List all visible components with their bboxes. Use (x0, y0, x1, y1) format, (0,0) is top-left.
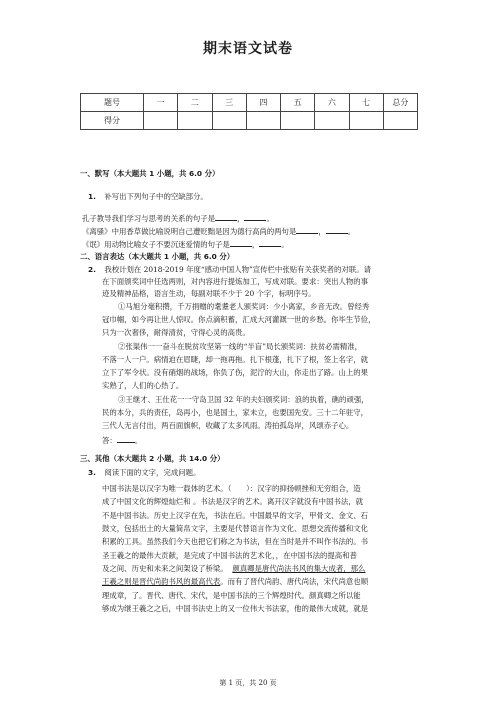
answer-blank[interactable] (296, 225, 318, 234)
fill-line-2: 《离骚》中用香草做比喻说明自己遭贬黜是因为德行高尚的两句是 ， 。 (82, 227, 356, 236)
score-cell[interactable] (281, 112, 315, 130)
answer-blank[interactable] (259, 238, 281, 247)
score-table-col: 总分 (383, 94, 417, 112)
answer-blank[interactable] (215, 212, 237, 221)
passage-line: 及之间、历史和未来之间架设了桥梁。 颜真卿是唐代尚法书风的集大成者，那么 (102, 564, 366, 573)
passage-line: 积累的工具。虽然我们今天也把它们称之为书法，但在当时是并不叫作书法的。书 (102, 537, 369, 546)
section-heading: 二、语言表达（本大题共 1 小题，共 6.0 分） (80, 252, 235, 261)
question-line: 实熟了，人们的心热了。 (102, 381, 184, 390)
underlined-text: 颜真卿是唐代尚法书风的集大成者，那么 (232, 564, 366, 573)
score-cell[interactable] (178, 112, 212, 130)
question-line: 迹及精神品格，语言生动，每副对联不少于 20 个字，标明序号。 (102, 289, 316, 298)
answer-blank[interactable] (326, 225, 348, 234)
question-line: ③王继才、王仕花一一守岛卫国 32 年的夫妇颁奖词：浪的执着，礁的顽强， (118, 395, 369, 404)
answer-blank[interactable] (244, 212, 266, 221)
score-table-header-label: 题号 (81, 94, 144, 112)
passage-line: 中国书法是以汉字为唯一载体的艺术。（ ）：汉字的抑扬顿挫和无穷组合，造 (102, 484, 361, 493)
score-table-col: 四 (246, 94, 280, 112)
score-table-header-row (81, 94, 418, 112)
answer-blank[interactable] (117, 434, 135, 443)
question-3 (88, 467, 200, 478)
score-table-score-label: 得分 (81, 112, 144, 130)
score-table-col: 二 (178, 94, 212, 112)
question-line: 只为一次奢侈，耐得清贫，守得心灵的高贵。 (102, 328, 250, 337)
score-cell[interactable] (383, 112, 417, 130)
score-table-score-row (81, 112, 418, 130)
score-cell[interactable] (212, 112, 246, 130)
underlined-text: 王羲之则是晋代尚韵书风的最高代表 (102, 577, 221, 586)
answer-blank[interactable] (230, 238, 252, 247)
passage-line: 成了中国文化的辉煌灿烂和 。书法是汉字的艺术。离开汉字就没有中国书法，就 (102, 497, 364, 506)
passage-line: 理成章，了。晋代、唐代、宋代，是中国书法的三个辉煌时代。颜真卿之所以能 (102, 591, 361, 600)
question-text: 阅读下面的文字，完成问题。 (104, 468, 201, 477)
score-table-col: 一 (144, 94, 178, 112)
fill-line-3: 《氓》用动物比喻女子不要沉迷爱情的句子是 ， 。 (82, 240, 289, 249)
score-cell[interactable] (315, 112, 349, 130)
question-line: ①马旭分毫积攒，千万捐赠的耄耋老人颁奖词：少小离家，乡音无改。曾经秀 (118, 302, 370, 311)
question-text: 补写出下列句子中的空缺部分。 (104, 192, 208, 201)
score-table-col: 七 (349, 94, 383, 112)
passage-line: 不是中国书法。历史上汉字在先，书法在后。中国最早的文字，甲骨文、金文、石 (102, 511, 369, 520)
question-line: 在下面颁奖词中任选两则，对内容进行提炼加工，写成对联。要求：突出人物的事 (102, 277, 369, 286)
passage-line: 鼓文，包括出土的大量简帛文字，主要是代替语言作为文化、思想交流传播和文化 (102, 524, 369, 533)
question-number: 1. (88, 192, 96, 201)
question-line: 民的本分，兵的责任，岛再小，也是国土，家未立，也要国先安。三十二年驻守， (102, 408, 369, 417)
question-line: 立下了军令状。没有硝烟的战场，你负了伤，泥泞的大山，你走出了路。山上的果 (102, 368, 369, 377)
score-table-col: 三 (212, 94, 246, 112)
section-heading: 三、其他（本大题共 2 小题，共 14.0 分） (80, 454, 225, 463)
question-line: ②张渠伟一一奋斗在脱贫攻坚第一线的“半盲”局长颁奖词：扶贫必需精准， (118, 342, 363, 351)
question-2: 2. 我校计划在 2018-2019 年度“感动中国人物”宣传栏中张贴有关获奖者的对联。请 (88, 265, 372, 274)
passage-line: 够成为继王羲之之后，中国书法史上的又一位伟大书法家，他的最伟大成就，就是 (102, 604, 369, 613)
question-1 (88, 191, 208, 202)
score-cell[interactable] (349, 112, 383, 130)
section-heading: 一、默写（本大题共 1 小题，共 6.0 分） (80, 169, 220, 178)
answer-line: 答： 。 (102, 436, 143, 445)
passage-line: 王羲之则是晋代尚韵书风的最高代表。而有了晋代尚韵、唐代尚法，宋代尚意也顺 (102, 577, 369, 586)
score-table-col: 五 (281, 94, 315, 112)
question-number: 2. (88, 265, 96, 274)
question-number: 3. (88, 468, 96, 477)
question-line: 三代人无言付出，两百面旗帜，收藏了太多风雨。涛拍孤岛岸，风颂赤子心。 (102, 421, 354, 430)
passage-line: 圣王羲之的最伟大贡献，是完成了中国书法的艺术化，，在中国书法的提高和普 (102, 551, 357, 560)
fill-line-1: 孔子教导我们学习与思考的关系的句子是 ， 。 (82, 214, 274, 223)
page-footer: 第 1 页，共 20 页 (219, 679, 277, 687)
score-table-col: 六 (315, 94, 349, 112)
score-cell[interactable] (144, 112, 178, 130)
exam-title: 期末语文试卷 (203, 41, 293, 57)
score-cell[interactable] (246, 112, 280, 130)
question-line: 冠巾帼，如今再让世人惊叹。你点滴积蓄，汇成大河灌溉一世的乡愁。你毕生节俭， (102, 315, 376, 324)
question-line: 不落一人一户。病情迫在眉睫，却一拖再拖。扎下根蓬，扎下了根，签上名字，就 (102, 355, 369, 364)
score-table (80, 93, 418, 130)
